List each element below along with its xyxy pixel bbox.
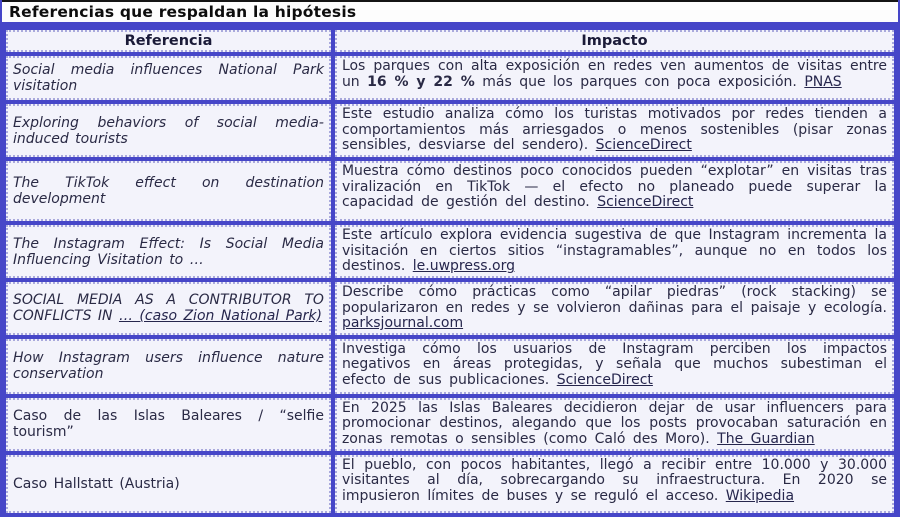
impact-cell: [335, 282, 894, 335]
impact-cell: [335, 398, 894, 451]
text-segment: SOCIAL MEDIA AS A CONTRIBUTOR TO CONFLICTS IN: [13, 292, 324, 325]
column-header-referencia: Referencia: [6, 30, 331, 52]
table-row: [6, 161, 894, 221]
text-segment: The TikTok effect on destination development: [13, 175, 324, 207]
text-segment: El pueblo, con pocos habitantes, llegó a recibir entre 10.000 y 30.000 visitantes al día, sobrecargando su infraestructura. En 2020 se impusieron límites de buses y se reguló el acceso.: [341, 456, 887, 504]
header-row: [6, 30, 894, 52]
source-link[interactable]: parksjournal.com: [341, 315, 464, 331]
table-row: [6, 455, 894, 513]
text-segment: Los parques con alta exposición en redes ven aumentos de visitas entre un: [341, 58, 887, 90]
table-body: [6, 56, 894, 513]
reference-cell: [6, 398, 331, 451]
source-link[interactable]: ScienceDirect: [556, 371, 653, 388]
reference-cell: [6, 104, 331, 157]
text-segment: Describe cómo prácticas como “apilar piedras” (rock stacking) se popularizaron en redes y se volvieron dañinas para el paisaje y ecología.: [341, 284, 887, 316]
text-segment: Social media influences National Park visitation: [13, 62, 324, 94]
title-bar: [2, 0, 898, 22]
reference-cell: [6, 282, 331, 335]
text-segment: 16 % y 22 %: [367, 73, 475, 90]
source-link[interactable]: PNAS: [804, 73, 842, 90]
impact-cell: [335, 161, 894, 221]
source-link[interactable]: le.uwpress.org: [412, 258, 515, 274]
impact-cell: [335, 56, 894, 100]
text-segment: Este estudio analiza cómo los turistas motivados por redes tienden a comportamientos más arriesgados o menos sostenibles (pisar zonas sensibles, desviarse del sendero).: [341, 106, 887, 153]
impact-cell: [335, 225, 894, 278]
table-row: [6, 398, 894, 451]
text-segment: En 2025 las Islas Baleares decidieron dejar de usar influencers para promocionar destinos, alegando que los posts provocaban saturación en zonas remotas o sensibles (como Caló des Moro).: [341, 399, 887, 447]
table-row: [6, 339, 894, 394]
source-link[interactable]: The Guardian: [717, 430, 815, 447]
text-segment: Caso de las Islas Baleares / “selfie tourism”: [13, 408, 324, 440]
source-link[interactable]: ScienceDirect: [597, 194, 694, 210]
text-segment: Exploring behaviors of social media-induced tourists: [13, 114, 324, 147]
impact-cell: [335, 339, 894, 394]
table-row: [6, 56, 894, 100]
table-row: [6, 225, 894, 278]
table-row: [6, 104, 894, 157]
column-header-impacto: Impacto: [335, 30, 894, 52]
text-segment: más que los parques con poca exposición.: [474, 73, 805, 90]
reference-cell: [6, 339, 331, 394]
reference-cell: [6, 225, 331, 278]
reference-cell: [6, 455, 331, 513]
reference-cell: [6, 56, 331, 100]
impact-cell: [335, 455, 894, 513]
references-table: [2, 26, 898, 517]
text-segment: Este artículo explora evidencia sugestiva de que Instagram incrementa la visitación en ciertos sitios “instagramables”, aunque no en todos los destinos.: [341, 227, 887, 274]
source-link[interactable]: … (caso Zion National Park): [118, 308, 322, 325]
text-segment: The Instagram Effect: Is Social Media Influencing Visitation to …: [13, 235, 324, 268]
source-link[interactable]: Wikipedia: [725, 487, 795, 504]
page-title: Referencias que respaldan la hipótesis: [9, 3, 357, 21]
reference-cell: [6, 161, 331, 221]
source-link[interactable]: ScienceDirect: [595, 137, 692, 153]
table-row: [6, 282, 894, 335]
text-segment: Caso Hallstatt (Austria): [13, 475, 180, 492]
text-segment: How Instagram users influence nature conservation: [13, 350, 324, 382]
text-segment: Investiga cómo los usuarios de Instagram perciben los impactos negativos en áreas protegidas, y señala que muchos subestiman el efecto de sus publicaciones.: [341, 340, 887, 388]
impact-cell: [335, 104, 894, 157]
text-segment: Muestra cómo destinos poco conocidos pueden “explotar” en visitas tras viralización en TikTok — el efecto no planeado puede superar la capacidad de gestión del destino.: [341, 163, 887, 210]
